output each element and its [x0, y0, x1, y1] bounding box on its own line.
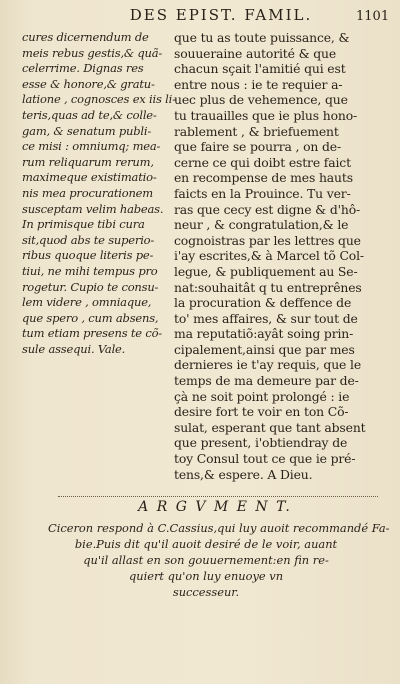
- latin-text-line: lem videre , omniaque,: [22, 295, 152, 310]
- latin-text-line: meis rebus gestis,& quã-: [22, 45, 163, 60]
- french-text-line: sulat, esperant que tant absent: [174, 419, 366, 435]
- french-text-line: la procuration & deffence de: [174, 295, 352, 311]
- argument-text-line: Ciceron respond à C.Cassius,qui luy auoit recommandé Fa-: [48, 521, 390, 535]
- running-head: DES EPIST. FAMIL.: [129, 6, 313, 24]
- latin-text-line: celerrime. Dignas res: [22, 61, 144, 76]
- french-text-line: çà ne soit point prolongé : ie: [174, 388, 350, 404]
- french-text-line: rablement , & briefuement: [174, 123, 339, 139]
- latin-text-line: nis mea procurationem: [22, 185, 153, 200]
- latin-text-line: susceptam velim habeas.: [22, 201, 164, 216]
- latin-text-line: tiui, ne mihi tempus pro: [22, 263, 158, 278]
- french-text-line: nat:souhaitât q tu entreprênes: [174, 279, 362, 295]
- french-text-line: souueraine autorité & que: [174, 45, 337, 61]
- french-text-line: que faire se pourra , on de-: [174, 139, 341, 155]
- latin-text-line: teris,quas ad te,& colle-: [22, 107, 157, 122]
- french-text-line: toy Consul tout ce que ie pré-: [174, 451, 356, 467]
- argument-text: [46, 520, 390, 600]
- french-text-line: ras que cecy est digne & d'hô-: [174, 201, 361, 217]
- french-text-line: faicts en la Prouince. Tu ver-: [174, 185, 351, 201]
- french-text-line: tu trauailles que ie plus hono-: [174, 107, 358, 123]
- argument-text-line: bie.Puis dit qu'il auoit desiré de le voir, auant: [74, 537, 338, 551]
- page-number: 1101: [356, 9, 390, 24]
- latin-text-line: tum etiam presens te cõ-: [22, 326, 162, 341]
- latin-text-line: maximeque existimatio-: [22, 170, 157, 185]
- french-text-line: que present, i'obtiendray de: [174, 435, 348, 451]
- section-divider: [58, 496, 378, 497]
- french-text-line: cerne ce qui doibt estre faict: [174, 154, 351, 170]
- latin-text-line: ce misi : omniumq; mea-: [22, 139, 161, 154]
- argument-text-line: quiert qu'on luy enuoye vn: [128, 569, 284, 583]
- latin-text-line: sule assequi. Vale.: [22, 341, 126, 356]
- french-text-line: dernieres ie t'ay requis, que le: [174, 357, 362, 373]
- latin-text-line: ribus quoque literis pe-: [22, 248, 154, 263]
- french-text-line: i'ay escrites,& à Marcel tõ Col-: [174, 248, 364, 264]
- french-text-line: ma reputatiõ:ayât soing prin-: [174, 326, 354, 342]
- latin-text-line: gam, & senatum publi-: [22, 123, 152, 138]
- latin-text-line: rum reliquarum rerum,: [22, 154, 154, 169]
- argument-text-line: successeur.: [172, 585, 240, 599]
- argument-heading: A R G V M E N T.: [138, 499, 292, 515]
- french-text-line: temps de ma demeure par de-: [174, 373, 359, 389]
- french-text-line: to' mes affaires, & sur tout de: [174, 310, 358, 326]
- french-text-line: legue, & publiquement au Se-: [174, 263, 358, 279]
- argument-text-line: qu'il allast en son gouuernement:en fin re-: [83, 553, 329, 567]
- french-text-line: en recompense de mes hauts: [174, 170, 353, 186]
- french-text-line: cipalement,ainsi que par mes: [174, 341, 355, 357]
- french-text-line: uec plus de vehemence, que: [174, 92, 348, 108]
- latin-text-line: que spero , cum absens,: [22, 310, 159, 325]
- french-text-line: desire fort te voir en ton Cõ-: [174, 404, 349, 420]
- latin-text-line: sit,quod abs te superio-: [22, 232, 155, 247]
- french-text-line: tens,& espere. A Dieu.: [174, 466, 313, 482]
- french-column: [174, 30, 374, 482]
- french-text-line: chacun sçait l'amitié qui est: [174, 61, 346, 77]
- french-text-line: entre nous : ie te requier a-: [174, 76, 343, 92]
- french-text-line: neur , & congratulation,& le: [174, 217, 349, 233]
- latin-text-line: In primisque tibi cura: [22, 217, 145, 232]
- latin-text-line: cures dicernendum de: [22, 30, 149, 44]
- latin-text-line: esse & honore,& gratu-: [22, 76, 155, 91]
- french-text-line: que tu as toute puissance, &: [174, 30, 350, 45]
- latin-text-line: rogetur. Cupio te consu-: [22, 279, 159, 294]
- french-text-line: cognoistras par les lettres que: [174, 232, 361, 248]
- latin-column: [22, 30, 176, 357]
- latin-text-line: latione , cognosces ex iis li-: [22, 92, 176, 107]
